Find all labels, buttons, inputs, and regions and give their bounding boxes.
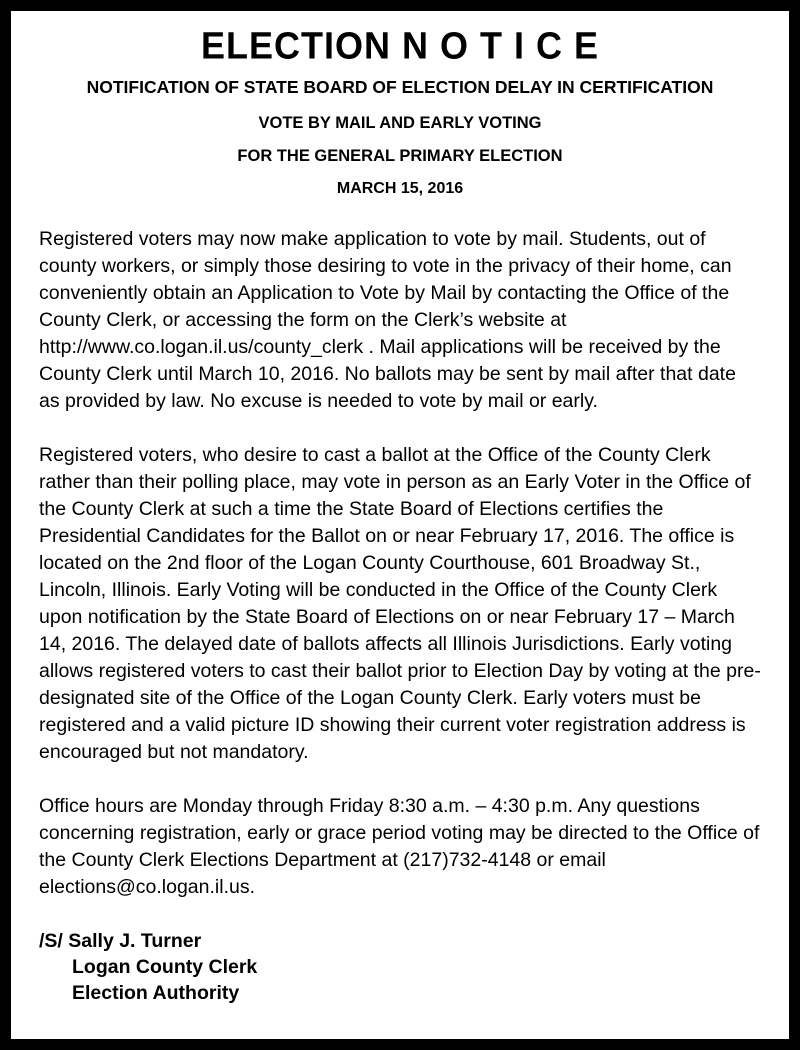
paragraph-office-hours: Office hours are Monday through Friday 8:30 a.m. – 4:30 p.m. Any questions concerning registration, early or grace period voting may be directed to the Office of the County Clerk Elections Department at (217)732-4148 or email elections@co.logan.il.us. <box>39 795 760 898</box>
notice-title: ELECTION N O T I C E <box>200 23 600 67</box>
notice-subtitle-certification-delay: NOTIFICATION OF STATE BOARD OF ELECTION DELAY IN CERTIFICATION <box>86 77 714 97</box>
signature-name: /S/ Sally J. Turner <box>39 930 202 952</box>
notice-subtitle-date: MARCH 15, 2016 <box>336 180 464 197</box>
signature-title-clerk: Logan County Clerk <box>72 956 258 978</box>
signature-block <box>39 928 761 1006</box>
signature-title-authority: Election Authority <box>72 982 240 1004</box>
notice-subtitle-block <box>39 77 761 198</box>
notice-subtitle-general-primary: FOR THE GENERAL PRIMARY ELECTION <box>237 147 563 165</box>
notice-body <box>39 226 761 901</box>
paragraph-early-voting: Registered voters, who desire to cast a ballot at the Office of the County Clerk rather than their polling place, may vote in person as an Early Voter in the Office of the County Clerk at such a time the State Board of Elections certifies the Presidential Candidates for the Ballot on or near February 17, 2016. The office is located on the 2nd floor of the Logan County Courthouse, 601 Broadway St., Lincoln, Illinois. Early Voting will be conducted in the Office of the County Clerk upon notification by the State Board of Elections on or near February 17 – March 14, 2016. The delayed date of ballots affects all Illinois Jurisdictions. Early voting allows registered voters to cast their ballot prior to Election Day by voting at the pre-designated site of the Office of the Logan County Clerk. Early voters must be registered and a valid picture ID showing their current voter registration address is encouraged but not mandatory. <box>39 444 761 763</box>
paragraph-vote-by-mail: Registered voters may now make application to vote by mail. Students, out of county workers, or simply those desiring to vote in the privacy of their home, can conveniently obtain an Application to Vote by Mail by contacting the Office of the County Clerk, or accessing the form on the Clerk’s website at http://www.co.logan.il.us/county_clerk . Mail applications will be received by the County Clerk until March 10, 2016. No ballots may be sent by mail after that date as provided by law. No excuse is needed to vote by mail or early. <box>39 228 736 412</box>
election-notice-document <box>11 11 789 1039</box>
notice-subtitle-vote-by-mail: VOTE BY MAIL AND EARLY VOTING <box>258 114 542 132</box>
